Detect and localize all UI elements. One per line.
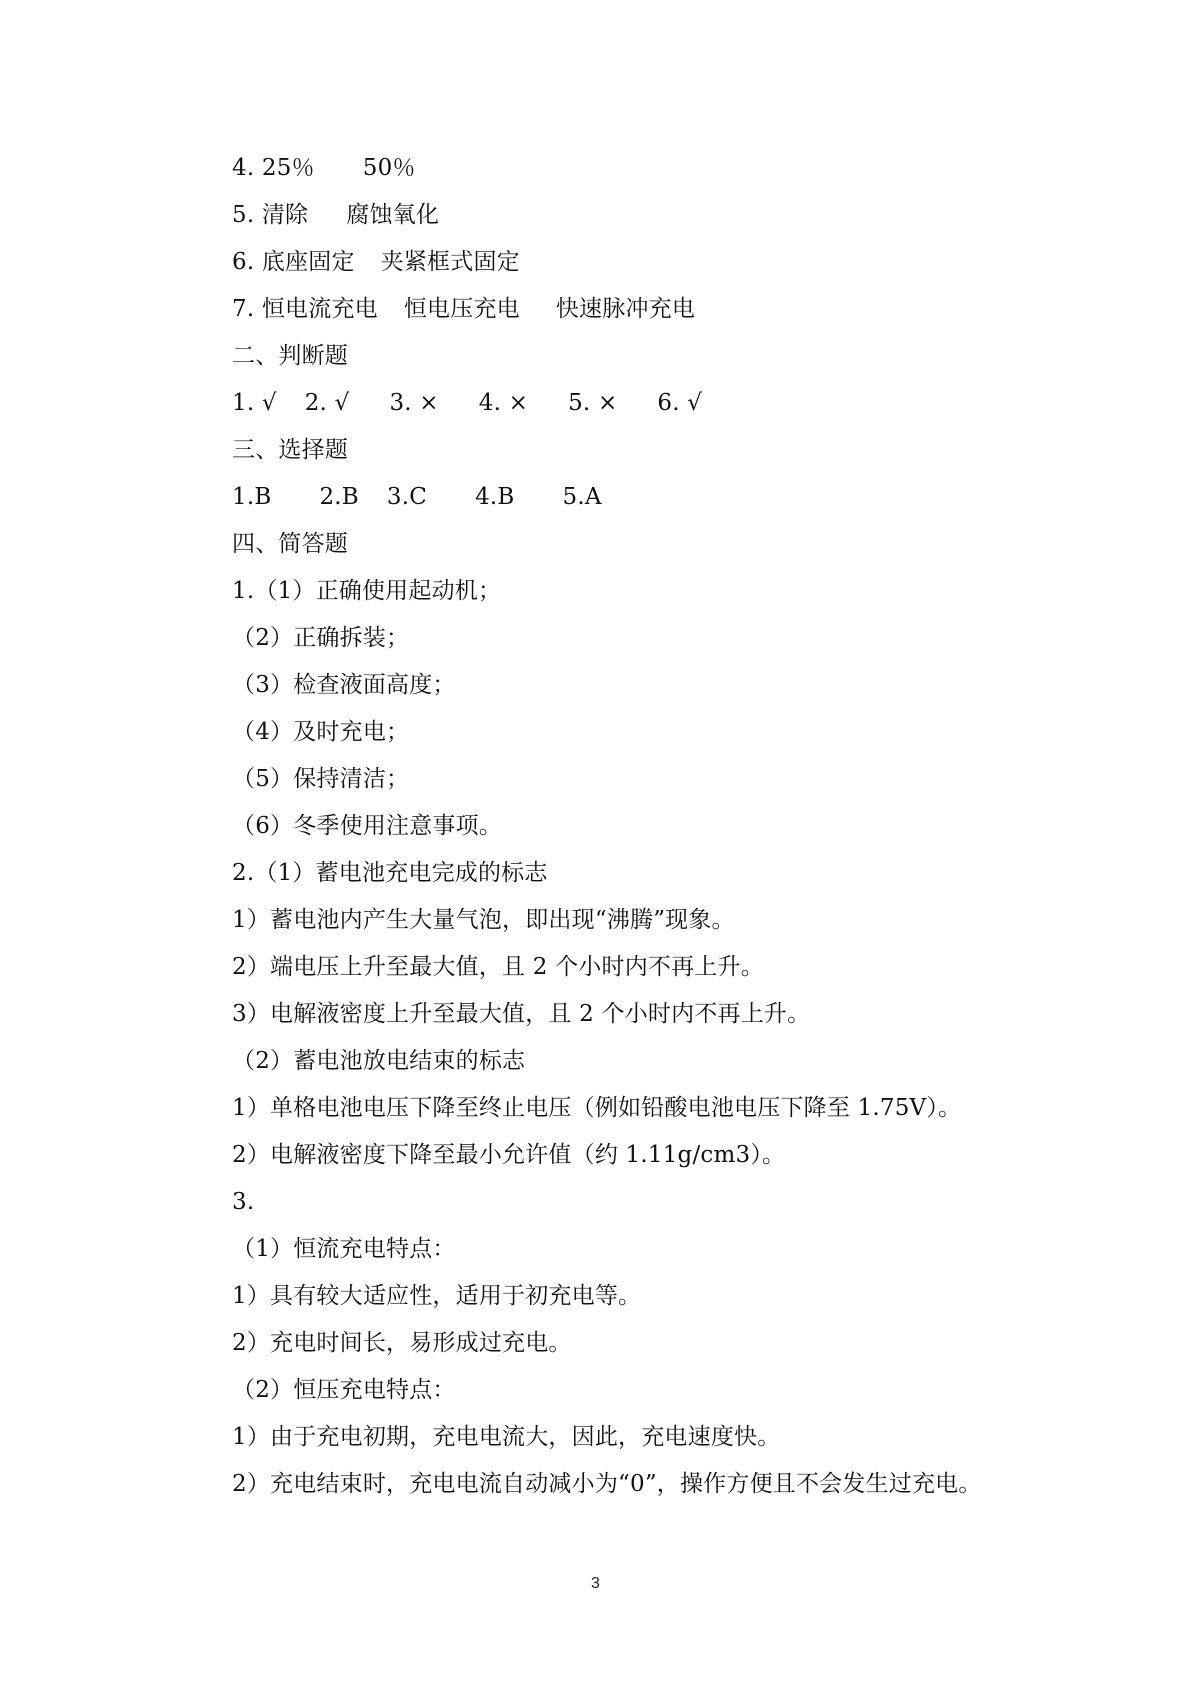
answer-line: 1）由于充电初期，充电电流大，因此，充电速度快。 — [232, 1424, 781, 1450]
fill-answer-4 — [232, 145, 1052, 192]
answer-text: 50％ — [362, 155, 416, 181]
answer-text: 快速脉冲充电 — [555, 296, 696, 322]
answer-text: 1. √ — [232, 390, 277, 416]
answer-line: 1）单格电池电压下降至终止电压（例如铅酸电池电压下降至 1.75V）。 — [232, 1095, 962, 1121]
answer-line: 2.（1）蓄电池充电完成的标志 — [232, 860, 548, 886]
answer-line: 2）端电压上升至最大值，且 2 个小时内不再上升。 — [232, 954, 764, 980]
answer-line: （2）恒压充电特点： — [232, 1377, 456, 1403]
answer-line: 2）电解液密度下降至最小允许值（约 1.11g/cm3）。 — [232, 1142, 786, 1168]
answer-line: （2）蓄电池放电结束的标志 — [232, 1048, 526, 1074]
answer-line: 1.（1）正确使用起动机； — [232, 578, 502, 604]
answer-text: 7. 恒电流充电 — [232, 296, 378, 322]
answer-text: 3.C — [386, 484, 428, 510]
section-heading-short-answer: 四、简答题 — [232, 531, 348, 557]
fill-answer-7 — [232, 286, 1052, 333]
answer-text: 5. × — [568, 390, 618, 416]
choice-answers — [232, 474, 1052, 521]
answer-text: 2. √ — [304, 390, 350, 416]
answer-text: 恒电压充电 — [403, 296, 520, 322]
judgment-answers — [232, 380, 1052, 427]
answer-line: （6）冬季使用注意事项。 — [232, 813, 503, 839]
answer-line: 3）电解液密度上升至最大值，且 2 个小时内不再上升。 — [232, 1001, 811, 1027]
answer-line: （3）检查液面高度； — [232, 672, 456, 698]
section-heading-choice: 三、选择题 — [232, 437, 348, 463]
answer-text: 腐蚀氧化 — [346, 202, 440, 228]
page-number: 3 — [591, 1575, 600, 1592]
answer-content — [232, 145, 1052, 1508]
answer-text: 2.B — [319, 484, 359, 510]
answer-line: 2）充电时间长，易形成过充电。 — [232, 1330, 572, 1356]
section-heading-judgment: 二、判断题 — [232, 343, 348, 369]
answer-text: 夹紧框式固定 — [380, 249, 520, 275]
answer-line: 2）充电结束时，充电电流自动减小为“0”，操作方便且不会发生过充电。 — [232, 1471, 982, 1497]
fill-answer-5 — [232, 192, 1052, 239]
answer-text: 5. 清除 — [232, 202, 309, 228]
answer-text: 4.B — [475, 484, 515, 510]
answer-text: 5.A — [562, 484, 602, 510]
answer-line: （5）保持清洁； — [232, 766, 410, 792]
answer-text: 6. √ — [657, 390, 703, 416]
answer-text: 1.B — [232, 484, 272, 510]
answer-line: （4）及时充电； — [232, 719, 410, 745]
answer-line: （1）恒流充电特点： — [232, 1236, 456, 1262]
answer-line: 1）蓄电池内产生大量气泡，即出现“沸腾”现象。 — [232, 907, 735, 933]
answer-line: 1）具有较大适应性，适用于初充电等。 — [232, 1283, 642, 1309]
answer-text: 6. 底座固定 — [232, 249, 355, 275]
answer-text: 4. 25％ — [232, 155, 315, 181]
answer-line: 3. — [232, 1189, 255, 1215]
answer-line: （2）正确拆装； — [232, 625, 410, 651]
fill-answer-6 — [232, 239, 1052, 286]
answer-text: 4. × — [478, 390, 529, 416]
answer-text: 3. × — [389, 390, 439, 416]
